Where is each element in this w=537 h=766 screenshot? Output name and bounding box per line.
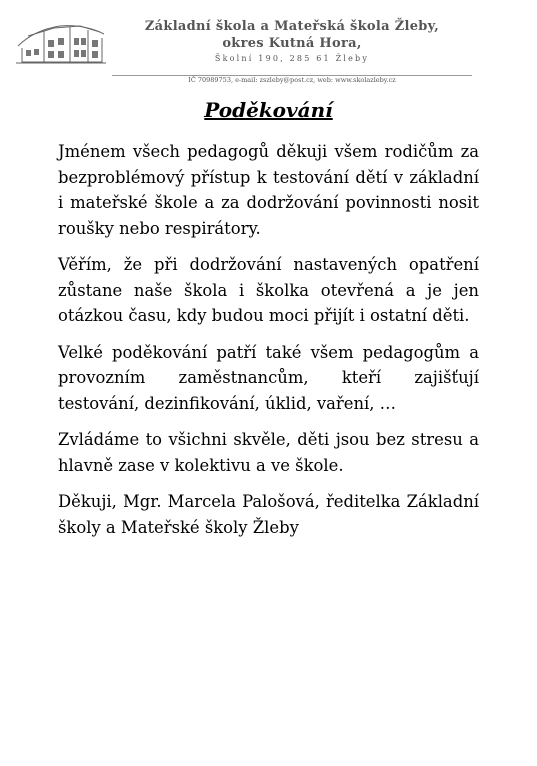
school-name: Základní škola a Mateřská škola Žleby, — [144, 19, 440, 34]
paragraph-school-open: Věřím, že při dodržování nastavených opatření zůstane naše škola i školka otevřená a je jen otázkou času, kdy budou moci přijít i ostatní děti. — [58, 255, 479, 325]
school-building-icon — [14, 16, 108, 66]
paragraph-thanks-parents: Jménem všech pedagogů děkuji všem rodičům za bezproblémový přístup k testování dětí v základní i mateřské škole a za dodržování povinnosti nosit roušky nebo respirátory. — [58, 142, 479, 238]
letterhead — [112, 18, 472, 65]
school-address: Školní 190, 285 61 Žleby — [214, 54, 370, 63]
paragraph-coping: Zvládáme to všichni skvěle, děti jsou bez stresu a hlavně zase v kolektivu a ve škole. — [58, 430, 479, 475]
paragraph-signature: Děkuji, Mgr. Marcela Palošová, ředitelka Základní školy a Mateřské školy Žleby — [58, 492, 479, 537]
letter-body — [58, 139, 479, 551]
school-district: okres Kutná Hora, — [222, 36, 362, 51]
paragraph-thanks-staff: Velké poděkování patří také všem pedagogům a provozním zaměstnancům, kteří zajišťují testování, dezinfikování, úklid, vaření, … — [58, 342, 479, 413]
school-contact: IČ 70989753, e-mail: zszleby@post.cz, web: www.skolazleby.cz — [188, 76, 396, 84]
document-title: Poděkování — [204, 98, 333, 122]
